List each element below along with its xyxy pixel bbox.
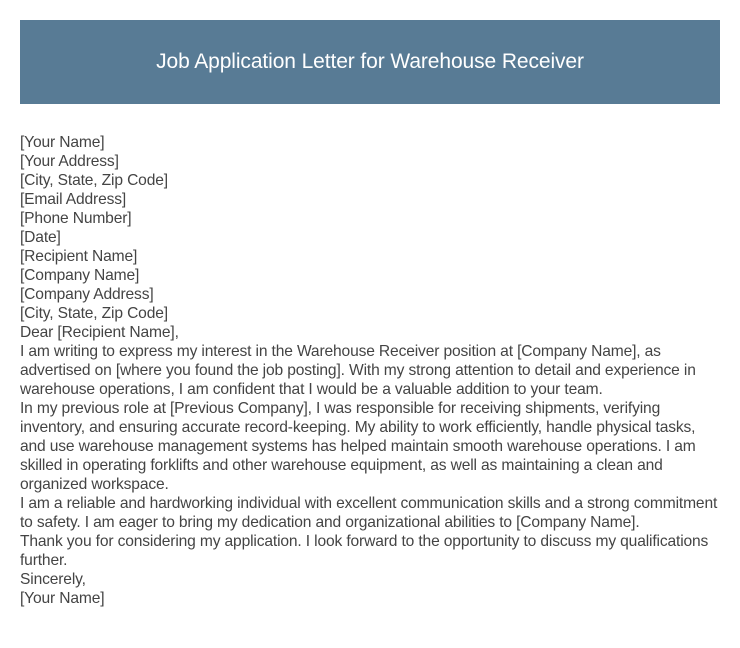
paragraph-intro: I am writing to express my interest in the Warehouse Receiver position at [Company Name], as advertised on [where you found the job posting]. With my strong attention to detail and experience in warehouse operations, I am confident that I would be a valuable addition to your team.	[20, 343, 696, 398]
sender-email: [Email Address]	[20, 191, 127, 208]
letter-date: [Date]	[20, 229, 61, 246]
sender-phone: [Phone Number]	[20, 210, 132, 227]
page-header	[20, 20, 720, 104]
closing: Sincerely,	[20, 571, 86, 588]
recipient-company: [Company Name]	[20, 267, 140, 284]
paragraph-qualities: I am a reliable and hardworking individual with excellent communication skills and a strong commitment to safety. I am eager to bring my dedication and organizational abilities to [Company Name].	[20, 495, 718, 531]
recipient-name: [Recipient Name]	[20, 248, 138, 265]
sender-name: [Your Name]	[20, 134, 105, 151]
page-title: Job Application Letter for Warehouse Receiver	[156, 50, 584, 73]
recipient-city-state-zip: [City, State, Zip Code]	[20, 305, 168, 322]
sender-address: [Your Address]	[20, 153, 119, 170]
recipient-company-address: [Company Address]	[20, 286, 154, 303]
paragraph-thanks: Thank you for considering my application. I look forward to the opportunity to discuss my qualifications further.	[20, 533, 709, 569]
sender-city-state-zip: [City, State, Zip Code]	[20, 172, 168, 189]
signature: [Your Name]	[20, 590, 105, 607]
letter-body	[20, 133, 720, 608]
salutation: Dear [Recipient Name],	[20, 324, 179, 341]
paragraph-experience: In my previous role at [Previous Company], I was responsible for receiving shipments, verifying inventory, and ensuring accurate record-keeping. My ability to work efficiently, handle physical tasks, and use warehouse management systems has helped maintain smooth warehouse operations. I am skilled in operating forklifts and other warehouse equipment, as well as maintaining a clean and organized workspace.	[20, 400, 696, 493]
